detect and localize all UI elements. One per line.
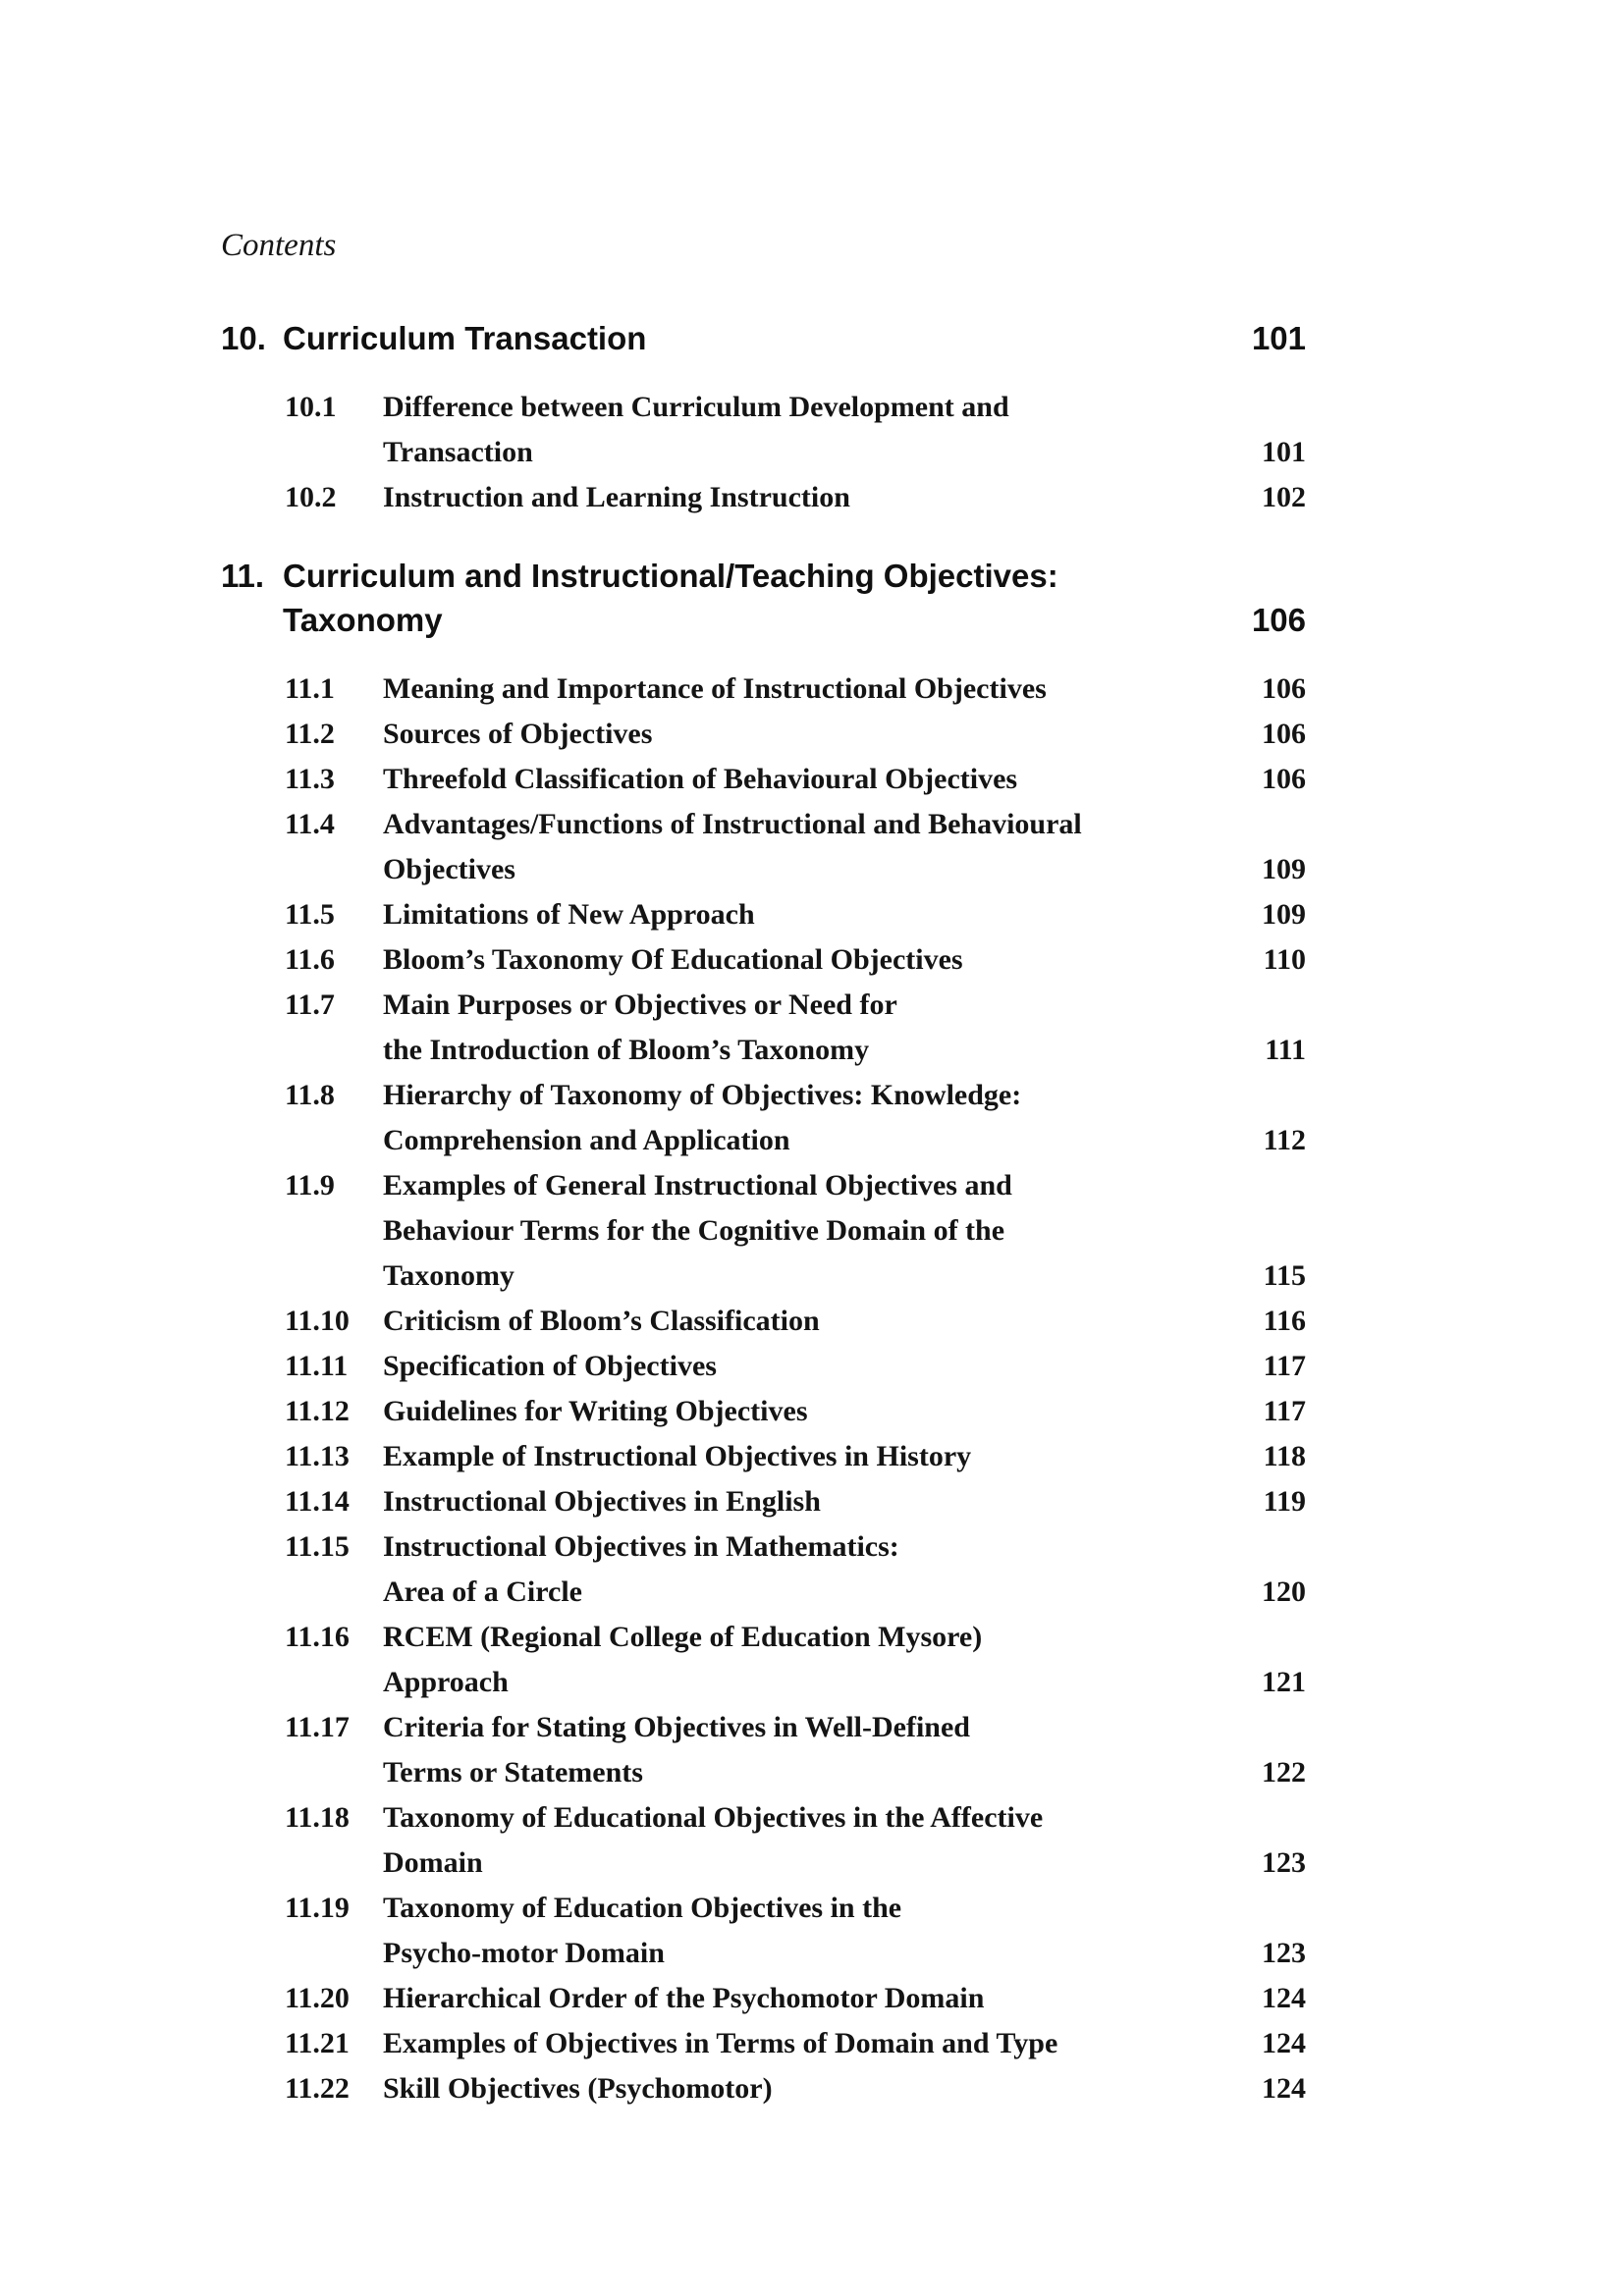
entry-number: 11.3 — [285, 763, 335, 795]
entry-number: 11.12 — [285, 1395, 350, 1427]
entry-title — [383, 2021, 1218, 2066]
entry-number: 11.22 — [285, 2072, 350, 2105]
toc-entry — [285, 1795, 1306, 1886]
page-header-contents: Contents — [221, 228, 337, 263]
chapter-entries — [221, 385, 1306, 520]
entry-number: 11.9 — [285, 1169, 335, 1201]
toc-entry — [285, 757, 1306, 802]
toc-entry — [285, 1976, 1306, 2021]
entry-title-line: Instruction and Learning Instruction — [383, 481, 850, 513]
chapter-title — [283, 554, 1218, 642]
entry-title-line: Taxonomy — [383, 1259, 514, 1292]
chapter-title-line: Taxonomy — [283, 602, 443, 638]
entry-title — [383, 1299, 1218, 1344]
entry-page-number: 124 — [1262, 1982, 1306, 2014]
entry-page-number: 124 — [1262, 2072, 1306, 2105]
toc-entry — [285, 712, 1306, 757]
entry-title — [383, 1705, 1218, 1795]
entry-title — [383, 1886, 1218, 1976]
entry-page-number: 106 — [1262, 718, 1306, 750]
entry-title-line: RCEM (Regional College of Education Mysore) — [383, 1621, 983, 1653]
entry-title-line: Criteria for Stating Objectives in Well-Defined — [383, 1711, 970, 1743]
entry-page-number: 121 — [1262, 1666, 1306, 1698]
entry-title-line: Guidelines for Writing Objectives — [383, 1395, 808, 1427]
toc-entry — [285, 667, 1306, 712]
entry-page-number: 109 — [1262, 853, 1306, 885]
toc-entry — [285, 385, 1306, 475]
entry-title-line: Limitations of New Approach — [383, 898, 755, 931]
entry-number: 11.2 — [285, 718, 335, 750]
entry-number: 11.14 — [285, 1485, 350, 1518]
entry-title — [383, 1389, 1218, 1434]
entry-title — [383, 475, 1218, 520]
chapter-heading — [221, 554, 1306, 642]
chapter-page-number: 106 — [1251, 602, 1306, 638]
entry-page-number: 110 — [1263, 943, 1306, 976]
entry-page-number: 106 — [1262, 763, 1306, 795]
entry-page-number: 124 — [1262, 2027, 1306, 2059]
toc-entry — [285, 802, 1306, 892]
entry-number: 10.1 — [285, 391, 337, 423]
toc-entry — [285, 1389, 1306, 1434]
entry-page-number: 106 — [1262, 672, 1306, 705]
entry-title-line: Example of Instructional Objectives in History — [383, 1440, 972, 1472]
toc-entry — [285, 1886, 1306, 1976]
entry-page-number: 123 — [1262, 1846, 1306, 1879]
entry-title-line: Difference between Curriculum Development and — [383, 391, 1009, 423]
entry-page-number: 123 — [1262, 1937, 1306, 1969]
toc-entry — [285, 2021, 1306, 2066]
toc-entry — [285, 475, 1306, 520]
entry-title-line: Terms or Statements — [383, 1756, 643, 1789]
entry-number: 11.19 — [285, 1892, 350, 1924]
toc-entry — [285, 1073, 1306, 1163]
entry-number: 11.11 — [285, 1350, 349, 1382]
chapter-page-number: 101 — [1251, 320, 1306, 356]
entry-title-line: Comprehension and Application — [383, 1124, 790, 1156]
entry-number: 11.8 — [285, 1079, 335, 1111]
toc-entry — [285, 983, 1306, 1073]
entry-number: 11.4 — [285, 808, 335, 840]
toc-entry — [285, 2066, 1306, 2111]
entry-title-line: Hierarchy of Taxonomy of Objectives: Knowledge: — [383, 1079, 1022, 1111]
entry-title — [383, 802, 1218, 892]
entry-title-line: Main Purposes or Objectives or Need for — [383, 988, 897, 1021]
entry-title-line: Psycho-motor Domain — [383, 1937, 665, 1969]
entry-title-line: Skill Objectives (Psychomotor) — [383, 2072, 773, 2105]
entry-number: 11.18 — [285, 1801, 350, 1834]
entry-page-number: 111 — [1265, 1034, 1306, 1066]
entry-title-line: Hierarchical Order of the Psychomotor Domain — [383, 1982, 985, 2014]
entry-title-line: Bloom’s Taxonomy Of Educational Objectives — [383, 943, 963, 976]
entry-page-number: 116 — [1263, 1305, 1306, 1337]
entry-title — [383, 892, 1218, 937]
entry-title-line: Advantages/Functions of Instructional and Behavioural — [383, 808, 1082, 840]
entry-page-number: 118 — [1263, 1440, 1306, 1472]
entry-title — [383, 667, 1218, 712]
toc-entry — [285, 1434, 1306, 1479]
entry-title — [383, 2066, 1218, 2111]
entry-number: 11.13 — [285, 1440, 350, 1472]
entry-title-line: Specification of Objectives — [383, 1350, 717, 1382]
entry-page-number: 115 — [1263, 1259, 1306, 1292]
entry-title-line: Sources of Objectives — [383, 718, 653, 750]
entry-page-number: 117 — [1263, 1395, 1306, 1427]
entry-number: 11.1 — [285, 672, 335, 705]
entry-title — [383, 1976, 1218, 2021]
chapter-number: 11. — [221, 558, 265, 594]
toc-entry — [285, 1524, 1306, 1615]
toc-entry — [285, 1299, 1306, 1344]
entry-title — [383, 385, 1218, 475]
entry-title — [383, 1615, 1218, 1705]
toc-entry — [285, 892, 1306, 937]
entry-title — [383, 757, 1218, 802]
entry-title-line: Instructional Objectives in Mathematics: — [383, 1530, 899, 1563]
entry-page-number: 109 — [1262, 898, 1306, 931]
entry-title — [383, 1434, 1218, 1479]
entry-number: 11.20 — [285, 1982, 350, 2014]
toc-content — [221, 228, 1306, 2111]
entry-title — [383, 712, 1218, 757]
toc-entry — [285, 1479, 1306, 1524]
entry-title-line: Examples of General Instructional Objectives and — [383, 1169, 1012, 1201]
entry-title-line: Meaning and Importance of Instructional Objectives — [383, 672, 1047, 705]
entry-title — [383, 1344, 1218, 1389]
toc-entry — [285, 937, 1306, 983]
toc-chapter — [221, 554, 1306, 2111]
entry-page-number: 117 — [1263, 1350, 1306, 1382]
chapter-number: 10. — [221, 320, 266, 356]
toc-chapter — [221, 316, 1306, 520]
toc-entry — [285, 1163, 1306, 1299]
entry-number: 11.16 — [285, 1621, 350, 1653]
entry-title — [383, 1073, 1218, 1163]
chapter-title-line: Curriculum Transaction — [283, 320, 647, 356]
entry-title-line: the Introduction of Bloom’s Taxonomy — [383, 1034, 870, 1066]
entry-title-line: Domain — [383, 1846, 483, 1879]
entry-title-line: Taxonomy of Education Objectives in the — [383, 1892, 902, 1924]
chapter-heading — [221, 316, 1306, 360]
entry-number: 11.15 — [285, 1530, 350, 1563]
chapter-title-line: Curriculum and Instructional/Teaching Objectives: — [283, 558, 1058, 594]
entry-number: 11.7 — [285, 988, 335, 1021]
entry-title — [383, 1795, 1218, 1886]
entry-title-line: Transaction — [383, 436, 533, 468]
entry-page-number: 101 — [1262, 436, 1306, 468]
entry-page-number: 119 — [1263, 1485, 1306, 1518]
entry-number: 11.5 — [285, 898, 335, 931]
entry-title — [383, 937, 1218, 983]
entry-title-line: Criticism of Bloom’s Classification — [383, 1305, 820, 1337]
entry-title-line: Taxonomy of Educational Objectives in the Affective — [383, 1801, 1044, 1834]
entry-title-line: Approach — [383, 1666, 509, 1698]
entry-number: 11.6 — [285, 943, 335, 976]
toc-entry — [285, 1705, 1306, 1795]
entry-number: 10.2 — [285, 481, 337, 513]
chapter-title — [283, 316, 1218, 360]
entry-title-line: Instructional Objectives in English — [383, 1485, 821, 1518]
entry-page-number: 112 — [1263, 1124, 1306, 1156]
entry-title-line: Examples of Objectives in Terms of Domain and Type — [383, 2027, 1058, 2059]
entry-number: 11.10 — [285, 1305, 350, 1337]
entry-title-line: Threefold Classification of Behavioural Objectives — [383, 763, 1018, 795]
toc-entry — [285, 1615, 1306, 1705]
entry-page-number: 122 — [1262, 1756, 1306, 1789]
toc-entry — [285, 1344, 1306, 1389]
entry-page-number: 120 — [1262, 1575, 1306, 1608]
entry-number: 11.21 — [285, 2027, 350, 2059]
entry-title-line: Area of a Circle — [383, 1575, 582, 1608]
entry-title — [383, 983, 1218, 1073]
entry-page-number: 102 — [1262, 481, 1306, 513]
entry-title-line: Behaviour Terms for the Cognitive Domain of the — [383, 1214, 1005, 1247]
chapter-entries — [221, 667, 1306, 2111]
table-of-contents — [221, 316, 1306, 2111]
entry-title-line: Objectives — [383, 853, 515, 885]
entry-number: 11.17 — [285, 1711, 350, 1743]
entry-title — [383, 1479, 1218, 1524]
entry-title — [383, 1524, 1218, 1615]
entry-title — [383, 1163, 1218, 1299]
